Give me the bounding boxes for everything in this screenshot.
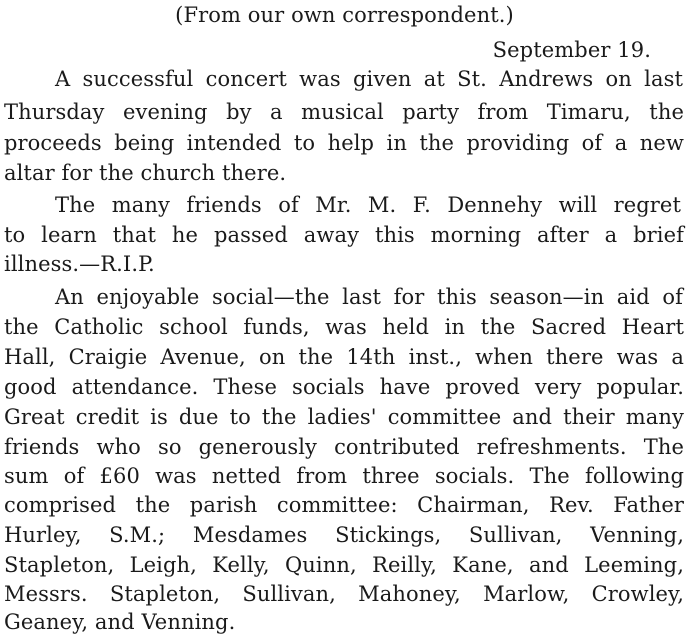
text-line: An enjoyable social—the last for this season—in aid of [55, 285, 683, 309]
text-line: illness.—R.I.P. [4, 252, 155, 276]
text-line: proceeds being intended to help in the providing of a new [4, 131, 684, 155]
text-line: The many friends of Mr. M. F. Dennehy will regret [55, 193, 681, 217]
text-line: comprised the parish committee: Chairman, Rev. Father [4, 493, 684, 517]
correspondent-heading: (From our own correspondent.) [175, 3, 514, 27]
text-line: A successful concert was given at St. Andrews on last [55, 67, 683, 91]
text-line: Thursday evening by a musical party from Timaru, the [4, 100, 684, 124]
text-line: good attendance. These socials have proved very popular. [4, 375, 684, 399]
text-line: friends who so generously contributed refreshments. The [4, 435, 684, 459]
text-line: Hall, Craigie Avenue, on the 14th inst., when there was a [4, 345, 684, 369]
text-line: to learn that he passed away this morning after a brief [4, 223, 684, 247]
dateline: September 19. [492, 38, 651, 62]
text-line: Messrs. Stapleton, Sullivan, Mahoney, Marlow, Crowley, [4, 582, 684, 606]
text-line: Geaney, and Venning. [4, 610, 236, 634]
text-line: Great credit is due to the ladies' committee and their many [4, 405, 684, 429]
text-line: sum of £60 was netted from three socials. The following [4, 464, 684, 488]
text-line: altar for the church there. [4, 161, 287, 185]
text-line: Stapleton, Leigh, Kelly, Quinn, Reilly, Kane, and Leeming, [4, 553, 684, 577]
text-line: Hurley, S.M.; Mesdames Stickings, Sullivan, Venning, [4, 523, 684, 547]
text-line: the Catholic school funds, was held in the Sacred Heart [4, 315, 684, 339]
